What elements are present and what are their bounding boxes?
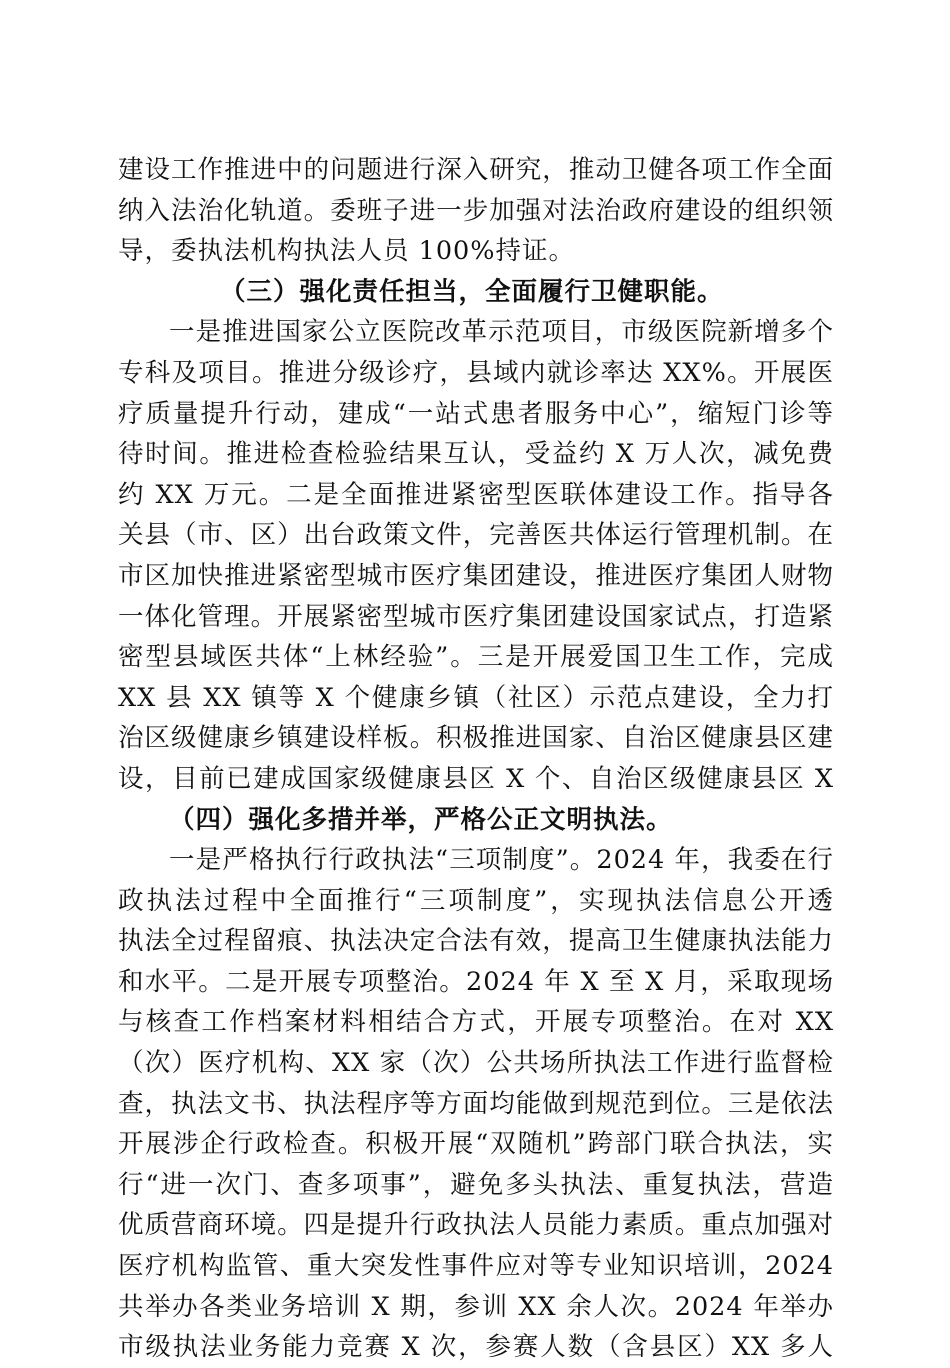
body-text-line: 疗质量提升行动，建成“一站式患者服务中心”，缩短门诊等 — [118, 398, 834, 429]
body-text-line: 优质营商环境。四是提升行政执法人员能力素质。重点加强对 — [118, 1210, 834, 1241]
body-text-line: 治区级健康乡镇建设样板。积极推进国家、自治区健康县区建 — [118, 723, 834, 754]
body-text-line: 纳入法治化轨道。委班子进一步加强对法治政府建设的组织领 — [118, 195, 834, 226]
body-text-line: 查，执法文书、执法程序等方面均能做到规范到位。三是依法 — [118, 1088, 834, 1119]
body-text-line: 一体化管理。开展紧密型城市医疗集团建设国家试点，打造紧 — [118, 601, 834, 632]
body-text-line: 关县（市、区）出台政策文件，完善医共体运行管理机制。在 — [118, 520, 834, 551]
body-text-line: 市区加快推进紧密型城市医疗集团建设，推进医疗集团人财物 — [118, 560, 834, 591]
body-text-line: 约 XX 万元。二是全面推进紧密型医联体建设工作。指导各 — [118, 479, 834, 510]
paragraph-first-line: 一是严格执行行政执法“三项制度”。2024 年，我委在行 — [169, 845, 834, 876]
body-text-line: 待时间。推进检查检验结果互认，受益约 X 万人次，减免费 — [118, 439, 834, 470]
body-text-line: XX 县 XX 镇等 X 个健康乡镇（社区）示范点建设，全力打 — [118, 682, 834, 713]
body-text-line: 政执法过程中全面推行“三项制度”，实现执法信息公开透 — [118, 885, 834, 916]
body-text-line: 市级执法业务能力竞赛 X 次，参赛人数（含县区）XX 多人 — [118, 1332, 834, 1363]
body-text-line: 建设工作推进中的问题进行深入研究，推动卫健各项工作全面 — [118, 155, 834, 185]
body-text-line: 专科及项目。推进分级诊疗，县域内就诊率达 XX%。开展医 — [118, 357, 834, 388]
body-text-line: 医疗机构监管、重大突发性事件应对等专业知识培训，2024 — [118, 1251, 834, 1282]
body-text-line: 与核查工作档案材料相结合方式，开展专项整治。在对 XX — [118, 1007, 834, 1038]
body-text-line: 密型县域医共体“上林经验”。三是开展爱国卫生工作，完成 — [118, 642, 834, 673]
body-text-line: 行“进一次门、查多项事”，避免多头执法、重复执法，营造 — [118, 1169, 834, 1200]
body-text-line: 和水平。二是开展专项整治。2024 年 X 至 X 月，采取现场 — [118, 966, 834, 997]
body-text-line: 设，目前已建成国家级健康县区 X 个、自治区级健康县区 X — [118, 763, 834, 794]
body-text-line: 开展涉企行政检查。积极开展“双随机”跨部门联合执法，实 — [118, 1129, 834, 1160]
body-text-line: 共举办各类业务培训 X 期，参训 XX 余人次。2024 年举办 — [118, 1291, 834, 1322]
document-body — [118, 150, 834, 1368]
section-heading-4: （四）强化多措并举，严格公正文明执法。 — [169, 804, 673, 835]
paragraph-first-line: 一是推进国家公立医院改革示范项目，市级医院新增多个 — [169, 317, 834, 348]
body-text-line: （次）医疗机构、XX 家（次）公共场所执法工作进行监督检 — [118, 1048, 834, 1079]
body-text-line: 导，委执法机构执法人员 100%持证。 — [118, 236, 576, 267]
section-heading-3: （三）强化责任担当，全面履行卫健职能。 — [220, 276, 724, 307]
body-text-line: 执法全过程留痕、执法决定合法有效，提高卫生健康执法能力 — [118, 926, 834, 957]
